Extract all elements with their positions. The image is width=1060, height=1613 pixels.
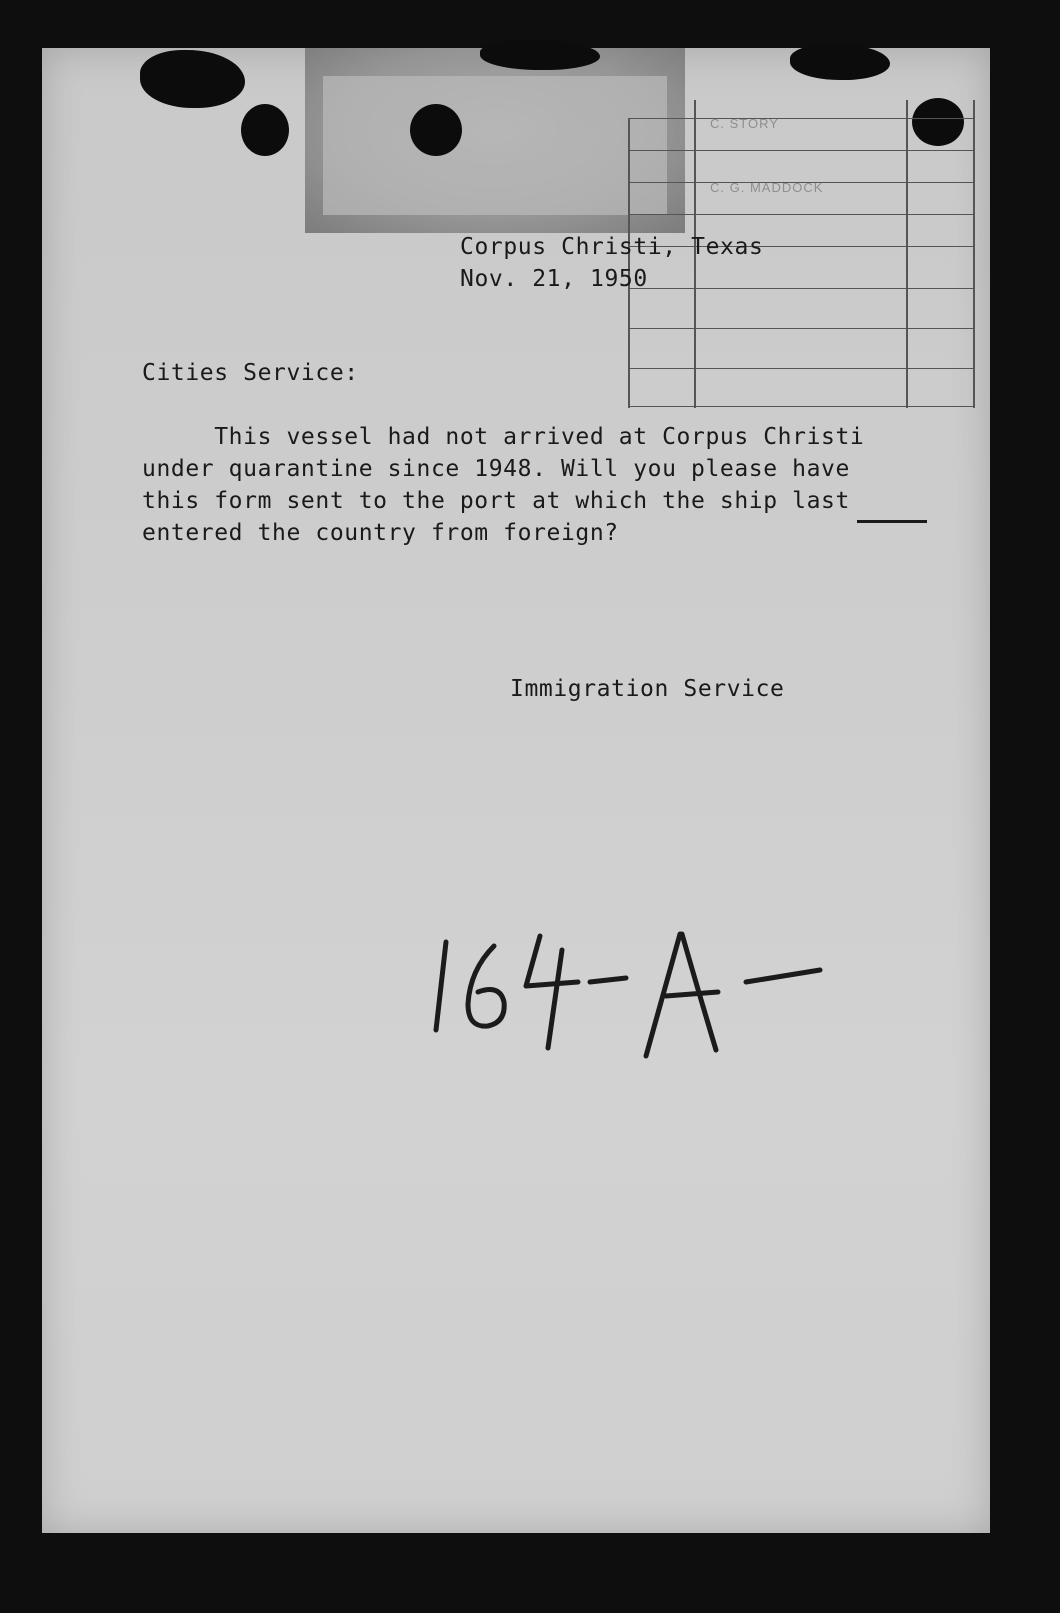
underline-last: [857, 520, 927, 523]
routing-name-3: C. G. MADDOCK: [710, 180, 824, 195]
body-line-3: this form sent to the port at which the ship last: [142, 488, 850, 514]
ink-blot-right: [790, 44, 890, 80]
signature: Immigration Service: [510, 676, 785, 702]
location-line: Corpus Christi, Texas: [460, 234, 764, 260]
ink-blot-top: [480, 40, 600, 70]
handwritten-note: [430, 920, 850, 1070]
salutation: Cities Service:: [142, 360, 359, 386]
punch-hole-left: [241, 104, 289, 156]
routing-name-1: C. STORY: [710, 116, 779, 131]
date-line: Nov. 21, 1950: [460, 266, 648, 292]
punch-hole-center: [410, 104, 462, 156]
body-line-4: entered the country from foreign?: [142, 520, 619, 546]
body-line-2: under quarantine since 1948. Will you please have: [142, 456, 850, 482]
body-line-1: This vessel had not arrived at Corpus Christi: [142, 424, 865, 450]
